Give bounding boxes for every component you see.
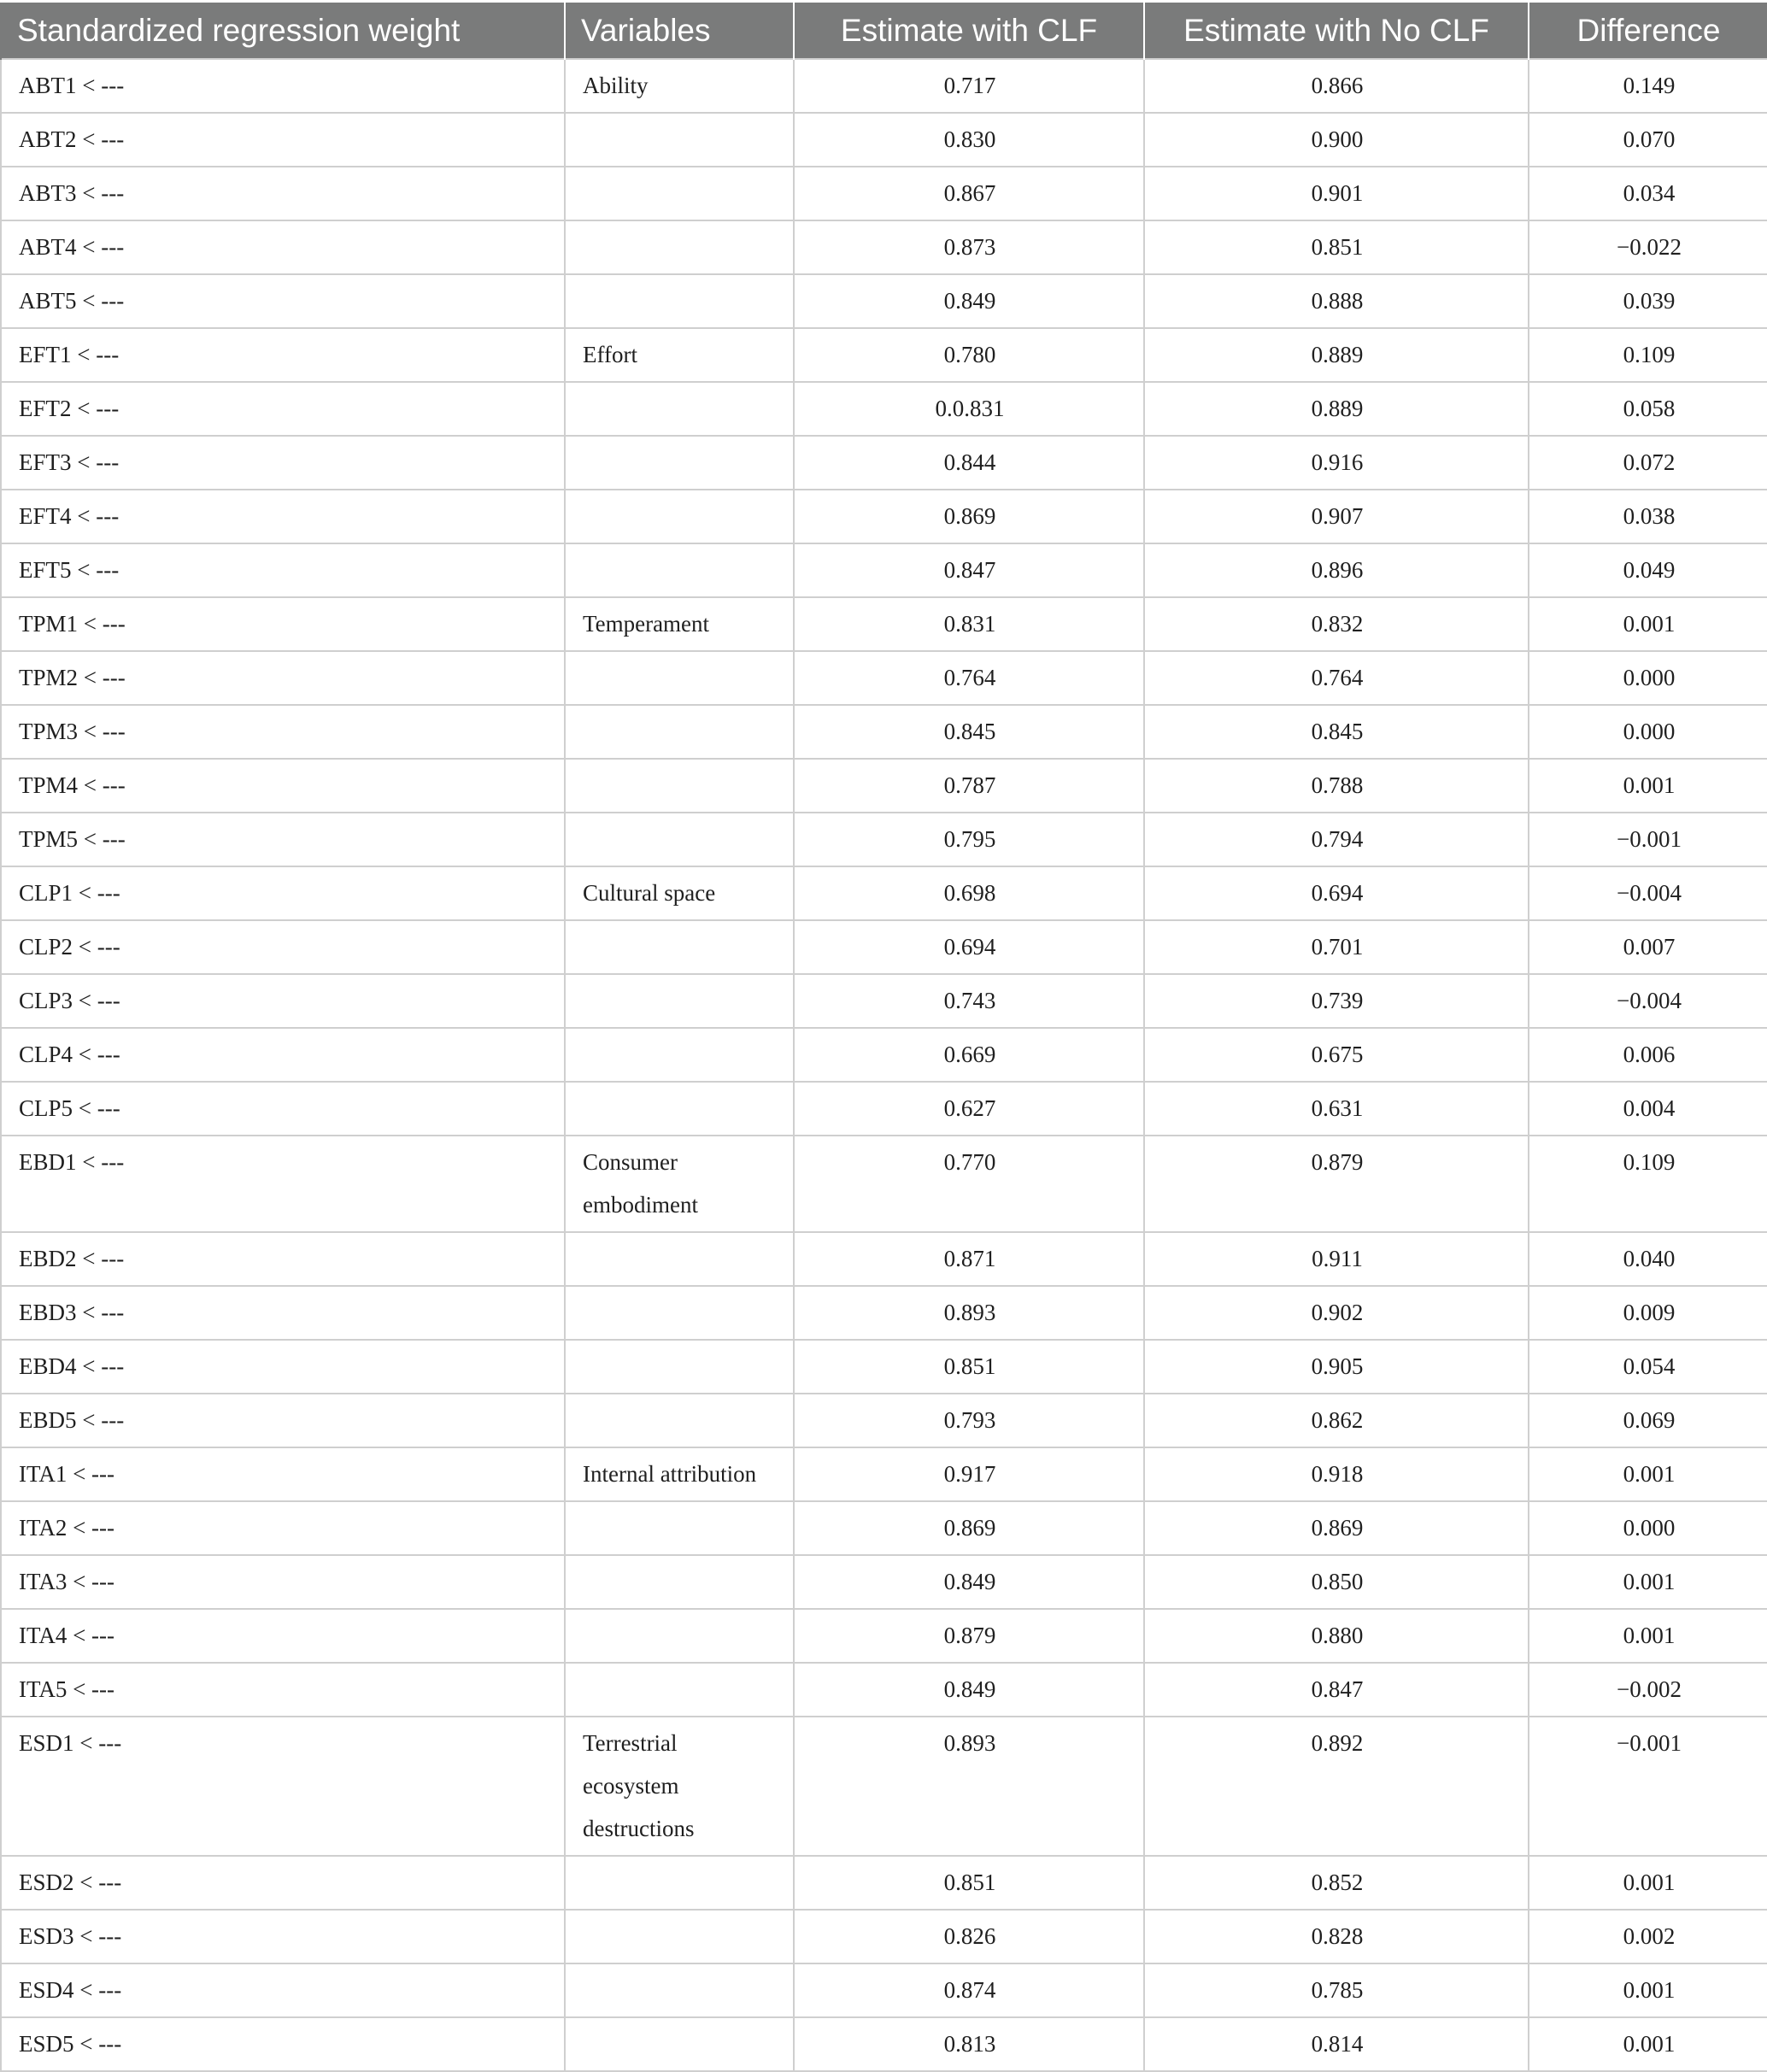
estimate-no-clf-cell: 0.889 [1144, 328, 1529, 382]
variable-cell [565, 1856, 794, 1910]
regression-weight-cell: TPM2 < --- [1, 651, 565, 705]
estimate-clf-cell: 0.795 [794, 813, 1144, 866]
estimate-no-clf-cell: 0.814 [1144, 2017, 1529, 2071]
estimate-no-clf-cell: 0.845 [1144, 705, 1529, 759]
estimate-clf-cell: 0.873 [794, 220, 1144, 274]
header-row [1, 3, 1767, 59]
variable-cell: Cultural space [565, 866, 794, 920]
regression-weight-cell: ESD2 < --- [1, 1856, 565, 1910]
header-estimate-with-no-clf: Estimate with No CLF [1144, 3, 1529, 59]
regression-weight-cell: ABT4 < --- [1, 220, 565, 274]
variable-cell [565, 2017, 794, 2071]
estimate-clf-cell: 0.849 [794, 1663, 1144, 1717]
variable-cell [565, 543, 794, 597]
table-row [1, 1394, 1767, 1447]
difference-cell: 0.001 [1529, 1555, 1767, 1609]
table-row [1, 490, 1767, 543]
estimate-no-clf-cell: 0.847 [1144, 1663, 1529, 1717]
estimate-no-clf-cell: 0.851 [1144, 220, 1529, 274]
estimate-no-clf-cell: 0.828 [1144, 1910, 1529, 1963]
difference-cell: 0.000 [1529, 1501, 1767, 1555]
estimate-no-clf-cell: 0.892 [1144, 1717, 1529, 1856]
difference-cell: 0.149 [1529, 59, 1767, 113]
estimate-clf-cell: 0.849 [794, 274, 1144, 328]
regression-weight-cell: EFT1 < --- [1, 328, 565, 382]
table-row [1, 597, 1767, 651]
variable-cell [565, 113, 794, 167]
variable-cell: Temperament [565, 597, 794, 651]
estimate-no-clf-cell: 0.832 [1144, 597, 1529, 651]
estimate-no-clf-cell: 0.918 [1144, 1447, 1529, 1501]
table-row [1, 651, 1767, 705]
estimate-no-clf-cell: 0.888 [1144, 274, 1529, 328]
estimate-clf-cell: 0.787 [794, 759, 1144, 813]
table-row [1, 1856, 1767, 1910]
variable-cell [565, 274, 794, 328]
regression-weight-cell: EBD1 < --- [1, 1136, 565, 1232]
variable-cell [565, 1082, 794, 1136]
estimate-no-clf-cell: 0.879 [1144, 1136, 1529, 1232]
estimate-no-clf-cell: 0.869 [1144, 1501, 1529, 1555]
difference-cell: −0.002 [1529, 1663, 1767, 1717]
estimate-clf-cell: 0.847 [794, 543, 1144, 597]
regression-weight-cell: ITA3 < --- [1, 1555, 565, 1609]
table-row [1, 1286, 1767, 1340]
table-row [1, 1447, 1767, 1501]
table-row [1, 813, 1767, 866]
regression-weight-cell: ITA4 < --- [1, 1609, 565, 1663]
difference-cell: 0.001 [1529, 597, 1767, 651]
estimate-no-clf-cell: 0.911 [1144, 1232, 1529, 1286]
estimate-clf-cell: 0.627 [794, 1082, 1144, 1136]
regression-weight-cell: ESD3 < --- [1, 1910, 565, 1963]
estimate-no-clf-cell: 0.889 [1144, 382, 1529, 436]
difference-cell: −0.022 [1529, 220, 1767, 274]
estimate-clf-cell: 0.698 [794, 866, 1144, 920]
variable-cell: Consumer embodiment [565, 1136, 794, 1232]
estimate-no-clf-cell: 0.901 [1144, 167, 1529, 220]
estimate-clf-cell: 0.871 [794, 1232, 1144, 1286]
regression-weight-cell: ESD4 < --- [1, 1963, 565, 2017]
variable-cell [565, 1232, 794, 1286]
estimate-clf-cell: 0.743 [794, 974, 1144, 1028]
variable-cell [565, 382, 794, 436]
regression-weight-cell: CLP1 < --- [1, 866, 565, 920]
estimate-no-clf-cell: 0.850 [1144, 1555, 1529, 1609]
regression-weight-cell: ABT2 < --- [1, 113, 565, 167]
difference-cell: 0.049 [1529, 543, 1767, 597]
estimate-no-clf-cell: 0.794 [1144, 813, 1529, 866]
variable-cell [565, 1286, 794, 1340]
variable-cell [565, 1340, 794, 1394]
estimate-no-clf-cell: 0.739 [1144, 974, 1529, 1028]
table-row [1, 1609, 1767, 1663]
table-row [1, 1501, 1767, 1555]
estimate-no-clf-cell: 0.862 [1144, 1394, 1529, 1447]
table-row [1, 1555, 1767, 1609]
variable-cell [565, 813, 794, 866]
estimate-no-clf-cell: 0.880 [1144, 1609, 1529, 1663]
regression-weight-cell: EFT5 < --- [1, 543, 565, 597]
difference-cell: 0.034 [1529, 167, 1767, 220]
variable-cell [565, 436, 794, 490]
table-row [1, 1910, 1767, 1963]
regression-weight-cell: EFT3 < --- [1, 436, 565, 490]
table-row [1, 920, 1767, 974]
table-row [1, 543, 1767, 597]
variable-cell [565, 920, 794, 974]
difference-cell: −0.001 [1529, 1717, 1767, 1856]
variable-cell [565, 974, 794, 1028]
estimate-clf-cell: 0.826 [794, 1910, 1144, 1963]
table-row [1, 1963, 1767, 2017]
table-header [1, 3, 1767, 59]
header-standardized-regression-weight: Standardized regression weight [1, 3, 565, 59]
regression-weight-cell: ABT3 < --- [1, 167, 565, 220]
estimate-no-clf-cell: 0.900 [1144, 113, 1529, 167]
estimate-clf-cell: 0.879 [794, 1609, 1144, 1663]
regression-weight-cell: EBD2 < --- [1, 1232, 565, 1286]
difference-cell: 0.002 [1529, 1910, 1767, 1963]
difference-cell: 0.038 [1529, 490, 1767, 543]
estimate-clf-cell: 0.893 [794, 1286, 1144, 1340]
estimate-no-clf-cell: 0.896 [1144, 543, 1529, 597]
estimate-clf-cell: 0.831 [794, 597, 1144, 651]
difference-cell: 0.001 [1529, 759, 1767, 813]
difference-cell: 0.039 [1529, 274, 1767, 328]
estimate-no-clf-cell: 0.866 [1144, 59, 1529, 113]
estimate-clf-cell: 0.813 [794, 2017, 1144, 2071]
estimate-clf-cell: 0.917 [794, 1447, 1144, 1501]
estimate-clf-cell: 0.793 [794, 1394, 1144, 1447]
variable-cell [565, 1663, 794, 1717]
regression-weight-cell: EBD4 < --- [1, 1340, 565, 1394]
variable-cell [565, 759, 794, 813]
estimate-clf-cell: 0.780 [794, 328, 1144, 382]
variable-cell: Ability [565, 59, 794, 113]
estimate-no-clf-cell: 0.902 [1144, 1286, 1529, 1340]
estimate-clf-cell: 0.770 [794, 1136, 1144, 1232]
regression-weight-cell: ITA2 < --- [1, 1501, 565, 1555]
difference-cell: 0.000 [1529, 651, 1767, 705]
variable-cell [565, 705, 794, 759]
table-row [1, 1717, 1767, 1856]
regression-weight-cell: ABT5 < --- [1, 274, 565, 328]
difference-cell: 0.069 [1529, 1394, 1767, 1447]
table-row [1, 274, 1767, 328]
estimate-no-clf-cell: 0.907 [1144, 490, 1529, 543]
variable-cell [565, 1963, 794, 2017]
difference-cell: 0.004 [1529, 1082, 1767, 1136]
header-variables: Variables [565, 3, 794, 59]
difference-cell: 0.001 [1529, 1963, 1767, 2017]
difference-cell: 0.070 [1529, 113, 1767, 167]
table-body [1, 59, 1767, 2071]
variable-cell [565, 1609, 794, 1663]
difference-cell: −0.004 [1529, 974, 1767, 1028]
header-estimate-with-clf: Estimate with CLF [794, 3, 1144, 59]
table-row [1, 2017, 1767, 2071]
difference-cell: 0.001 [1529, 2017, 1767, 2071]
regression-weight-cell: CLP2 < --- [1, 920, 565, 974]
regression-weight-cell: ABT1 < --- [1, 59, 565, 113]
regression-weight-cell: CLP4 < --- [1, 1028, 565, 1082]
regression-weight-cell: CLP3 < --- [1, 974, 565, 1028]
estimate-clf-cell: 0.869 [794, 490, 1144, 543]
table-row [1, 328, 1767, 382]
table-row [1, 436, 1767, 490]
variable-cell [565, 1555, 794, 1609]
table-row [1, 1232, 1767, 1286]
estimate-clf-cell: 0.844 [794, 436, 1144, 490]
difference-cell: 0.072 [1529, 436, 1767, 490]
header-difference: Difference [1529, 3, 1767, 59]
difference-cell: 0.007 [1529, 920, 1767, 974]
estimate-clf-cell: 0.694 [794, 920, 1144, 974]
table-row [1, 1340, 1767, 1394]
estimate-no-clf-cell: 0.631 [1144, 1082, 1529, 1136]
variable-cell [565, 490, 794, 543]
variable-cell: Internal attribution [565, 1447, 794, 1501]
regression-weight-cell: ITA1 < --- [1, 1447, 565, 1501]
estimate-no-clf-cell: 0.916 [1144, 436, 1529, 490]
variable-cell [565, 220, 794, 274]
difference-cell: 0.001 [1529, 1609, 1767, 1663]
estimate-no-clf-cell: 0.905 [1144, 1340, 1529, 1394]
estimate-no-clf-cell: 0.852 [1144, 1856, 1529, 1910]
table-row [1, 382, 1767, 436]
table-row [1, 759, 1767, 813]
estimate-clf-cell: 0.874 [794, 1963, 1144, 2017]
estimate-clf-cell: 0.845 [794, 705, 1144, 759]
regression-weight-cell: EBD3 < --- [1, 1286, 565, 1340]
estimate-clf-cell: 0.851 [794, 1340, 1144, 1394]
difference-cell: 0.054 [1529, 1340, 1767, 1394]
estimate-clf-cell: 0.0.831 [794, 382, 1144, 436]
estimate-no-clf-cell: 0.701 [1144, 920, 1529, 974]
variable-cell [565, 1028, 794, 1082]
estimate-no-clf-cell: 0.694 [1144, 866, 1529, 920]
regression-weight-cell: ESD1 < --- [1, 1717, 565, 1856]
difference-cell: 0.001 [1529, 1856, 1767, 1910]
estimate-clf-cell: 0.869 [794, 1501, 1144, 1555]
regression-weight-cell: TPM5 < --- [1, 813, 565, 866]
estimate-clf-cell: 0.867 [794, 167, 1144, 220]
variable-cell [565, 167, 794, 220]
difference-cell: 0.006 [1529, 1028, 1767, 1082]
variable-cell [565, 1910, 794, 1963]
variable-cell [565, 1394, 794, 1447]
regression-weight-cell: EFT2 < --- [1, 382, 565, 436]
estimate-no-clf-cell: 0.764 [1144, 651, 1529, 705]
estimate-clf-cell: 0.764 [794, 651, 1144, 705]
variable-cell [565, 651, 794, 705]
difference-cell: 0.000 [1529, 705, 1767, 759]
regression-weight-cell: ESD5 < --- [1, 2017, 565, 2071]
regression-weight-cell: TPM1 < --- [1, 597, 565, 651]
regression-weight-cell: ITA5 < --- [1, 1663, 565, 1717]
table-row [1, 974, 1767, 1028]
estimate-no-clf-cell: 0.675 [1144, 1028, 1529, 1082]
table-row [1, 705, 1767, 759]
estimate-no-clf-cell: 0.788 [1144, 759, 1529, 813]
regression-weight-cell: EBD5 < --- [1, 1394, 565, 1447]
table-row [1, 1136, 1767, 1232]
difference-cell: 0.109 [1529, 1136, 1767, 1232]
estimate-clf-cell: 0.849 [794, 1555, 1144, 1609]
regression-weight-cell: CLP5 < --- [1, 1082, 565, 1136]
table-row [1, 866, 1767, 920]
estimate-clf-cell: 0.669 [794, 1028, 1144, 1082]
regression-weight-cell: TPM4 < --- [1, 759, 565, 813]
difference-cell: 0.109 [1529, 328, 1767, 382]
table-row [1, 220, 1767, 274]
table-row [1, 1663, 1767, 1717]
regression-weight-cell: TPM3 < --- [1, 705, 565, 759]
difference-cell: 0.040 [1529, 1232, 1767, 1286]
estimate-no-clf-cell: 0.785 [1144, 1963, 1529, 2017]
estimate-clf-cell: 0.893 [794, 1717, 1144, 1856]
variable-cell [565, 1501, 794, 1555]
difference-cell: 0.058 [1529, 382, 1767, 436]
variable-cell: Effort [565, 328, 794, 382]
difference-cell: −0.001 [1529, 813, 1767, 866]
estimate-clf-cell: 0.830 [794, 113, 1144, 167]
estimate-clf-cell: 0.717 [794, 59, 1144, 113]
regression-weights-table [0, 3, 1767, 2072]
table-row [1, 113, 1767, 167]
variable-cell: Terrestrial ecosystem destructions [565, 1717, 794, 1856]
regression-weight-cell: EFT4 < --- [1, 490, 565, 543]
table-row [1, 59, 1767, 113]
table-row [1, 1082, 1767, 1136]
estimate-clf-cell: 0.851 [794, 1856, 1144, 1910]
difference-cell: −0.004 [1529, 866, 1767, 920]
difference-cell: 0.009 [1529, 1286, 1767, 1340]
table-row [1, 1028, 1767, 1082]
difference-cell: 0.001 [1529, 1447, 1767, 1501]
table-row [1, 167, 1767, 220]
